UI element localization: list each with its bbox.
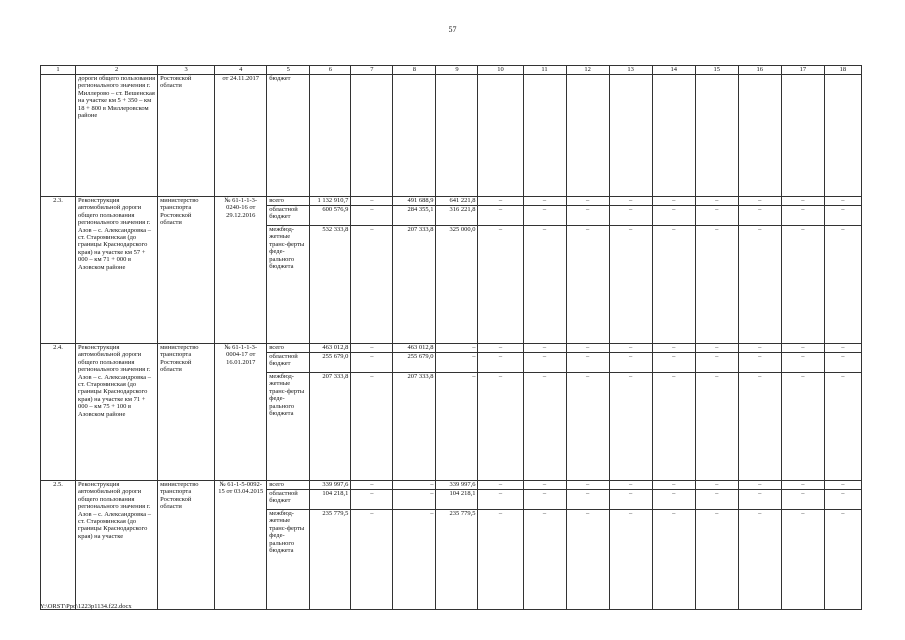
amount-cell: – bbox=[609, 197, 652, 206]
row-number-cell: 2.5. bbox=[41, 481, 76, 610]
document-cell: № 61-1-5-0092-15 от 03.04.2015 bbox=[215, 481, 267, 610]
amount-cell: – bbox=[478, 206, 523, 226]
amount-cell: – bbox=[652, 206, 695, 226]
amount-total-cell: 235 779,5 bbox=[310, 510, 351, 610]
amount-cell: – bbox=[695, 373, 738, 481]
header-row bbox=[41, 66, 862, 75]
amount-cell: – bbox=[781, 226, 824, 344]
amount-cell: – bbox=[523, 510, 566, 610]
amount-cell: 491 688,9 bbox=[393, 197, 436, 206]
amount-cell: – bbox=[566, 226, 609, 344]
amount-cell: – bbox=[781, 490, 824, 510]
amount-cell: – bbox=[566, 481, 609, 490]
amount-cell: – bbox=[523, 353, 566, 373]
amount-cell: – bbox=[652, 510, 695, 610]
amount-cell: – bbox=[781, 373, 824, 481]
amount-cell: – bbox=[478, 373, 523, 481]
amount-cell: 207 333,8 bbox=[393, 373, 436, 481]
amount-cell: – bbox=[824, 353, 861, 373]
amount-cell: – bbox=[824, 481, 861, 490]
amount-cell: – bbox=[351, 197, 393, 206]
amount-cell: – bbox=[652, 197, 695, 206]
amount-cell: – bbox=[695, 226, 738, 344]
header-cell: 4 bbox=[215, 66, 267, 75]
amount-cell: – bbox=[351, 344, 393, 353]
amount-cell: 104 218,1 bbox=[436, 490, 478, 510]
amount-cell: – bbox=[351, 481, 393, 490]
row-number-cell: 2.3. bbox=[41, 197, 76, 344]
amount-cell: – bbox=[695, 510, 738, 610]
amount-cell: 235 779,5 bbox=[436, 510, 478, 610]
amount-cell: – bbox=[824, 206, 861, 226]
amount-cell: – bbox=[738, 206, 781, 226]
amount-cell: – bbox=[738, 490, 781, 510]
amount-cell: – bbox=[652, 373, 695, 481]
header-cell: 13 bbox=[609, 66, 652, 75]
amount-cell: – bbox=[695, 344, 738, 353]
amount-cell: – bbox=[523, 197, 566, 206]
amount-cell: – bbox=[393, 481, 436, 490]
amount-cell: – bbox=[478, 481, 523, 490]
document-cell: от 24.11.2017 bbox=[215, 75, 267, 197]
header-cell: 6 bbox=[310, 66, 351, 75]
amount-cell: – bbox=[393, 510, 436, 610]
amount-cell: 463 012,8 bbox=[393, 344, 436, 353]
header-cell: 18 bbox=[824, 66, 861, 75]
header-cell: 2 bbox=[76, 66, 158, 75]
header-cell: 14 bbox=[652, 66, 695, 75]
funding-source-cell: всего bbox=[267, 481, 310, 490]
responsible-org-cell: министерство транспорта Ростовской области bbox=[158, 197, 215, 344]
amount-cell: – bbox=[824, 510, 861, 610]
row-number-cell: 2.4. bbox=[41, 344, 76, 481]
amount-total-cell: 600 576,9 bbox=[310, 206, 351, 226]
continuation-row bbox=[41, 75, 862, 197]
amount-cell: – bbox=[695, 353, 738, 373]
row-number-cell bbox=[41, 75, 76, 197]
amount-cell: – bbox=[738, 373, 781, 481]
funding-source-cell: всего bbox=[267, 344, 310, 353]
header-cell: 16 bbox=[738, 66, 781, 75]
object-name-cell: Реконструкция автомобильной дороги общего пользования регионального значения г. Азов – с. Александровка – ст. Староминская (до границы Краснодарского края) на участке км 71 + 000 – км 75 + 100 в Азовском районе bbox=[76, 344, 158, 481]
amount-cell: 284 355,1 bbox=[393, 206, 436, 226]
amount-cell: – bbox=[566, 510, 609, 610]
amount-total-cell: 104 218,1 bbox=[310, 490, 351, 510]
funding-source-cell: всего bbox=[267, 197, 310, 206]
amount-cell: – bbox=[652, 490, 695, 510]
amount-total-cell: 532 333,8 bbox=[310, 226, 351, 344]
amount-cell: – bbox=[609, 510, 652, 610]
funding-source-cell: межбюд-жетные транс-ферты феде-рального бюджета bbox=[267, 510, 310, 610]
amount-cell: – bbox=[523, 373, 566, 481]
amount-cell: – bbox=[523, 226, 566, 344]
amount-cell: – bbox=[478, 344, 523, 353]
amount-cell: – bbox=[824, 373, 861, 481]
amount-cell: – bbox=[478, 226, 523, 344]
header-cell: 11 bbox=[523, 66, 566, 75]
amount-cell: – bbox=[781, 206, 824, 226]
amount-cell: – bbox=[478, 510, 523, 610]
amount-cell: – bbox=[566, 353, 609, 373]
amount-cell: – bbox=[781, 197, 824, 206]
amount-cell: – bbox=[824, 197, 861, 206]
amount-cell: – bbox=[652, 353, 695, 373]
amount-cell: 207 333,8 bbox=[393, 226, 436, 344]
amount-cell: – bbox=[351, 510, 393, 610]
funding-source-cell: бюджет bbox=[267, 75, 310, 197]
amount-cell: – bbox=[566, 344, 609, 353]
amount-cell: – bbox=[824, 344, 861, 353]
amount-cell: – bbox=[566, 206, 609, 226]
amount-cell: 641 221,8 bbox=[436, 197, 478, 206]
header-cell: 12 bbox=[566, 66, 609, 75]
funding-source-cell: межбюд-жетные транс-ферты феде-рального бюджета bbox=[267, 226, 310, 344]
funding-source-cell: областной бюджет bbox=[267, 353, 310, 373]
amount-cell: – bbox=[478, 353, 523, 373]
table-body bbox=[41, 66, 862, 610]
amount-cell: – bbox=[738, 481, 781, 490]
amount-cell: – bbox=[478, 490, 523, 510]
amount-cell: – bbox=[436, 344, 478, 353]
amount-cell: – bbox=[523, 490, 566, 510]
amount-total-cell: 339 997,6 bbox=[310, 481, 351, 490]
amount-cell: – bbox=[351, 373, 393, 481]
amount-cell: – bbox=[351, 353, 393, 373]
header-cell: 5 bbox=[267, 66, 310, 75]
document-cell: № 61-1-1-3-0004-17 от 16.01.2017 bbox=[215, 344, 267, 481]
amount-cell: – bbox=[609, 373, 652, 481]
amount-cell: – bbox=[695, 490, 738, 510]
header-cell: 7 bbox=[351, 66, 393, 75]
amount-total-cell: 1 132 910,7 bbox=[310, 197, 351, 206]
table-row bbox=[41, 481, 862, 490]
funding-source-cell: областной бюджет bbox=[267, 206, 310, 226]
amount-cell: – bbox=[523, 481, 566, 490]
responsible-org-cell: Ростовской области bbox=[158, 75, 215, 197]
amount-cell: – bbox=[351, 206, 393, 226]
amount-cell: – bbox=[393, 490, 436, 510]
table-row bbox=[41, 344, 862, 353]
responsible-org-cell: министерство транспорта Ростовской области bbox=[158, 481, 215, 610]
amount-cell: 316 221,8 bbox=[436, 206, 478, 226]
object-name-cell: дороги общего пользования регионального значения г. Миллерово – ст. Вешенская на участке км 5 + 350 – км 18 + 800 в Миллеровском районе bbox=[76, 75, 158, 197]
amount-cell: – bbox=[523, 344, 566, 353]
amount-cell: – bbox=[609, 206, 652, 226]
amount-total-cell: 207 333,8 bbox=[310, 373, 351, 481]
footer-file-path: Y:\ORST\Ppo\1223p1134.f22.docx bbox=[40, 603, 132, 610]
document-cell: № 61-1-1-3-0240-16 от 29.12.2016 bbox=[215, 197, 267, 344]
object-name-cell: Реконструкция автомобильной дороги общего пользования регионального значения г. Азов – с. Александровка – ст. Староминская (до границы Краснодарского края) на участке км 57 + 000 – км 71 + 000 в Азовском районе bbox=[76, 197, 158, 344]
amount-cell: 325 000,0 bbox=[436, 226, 478, 344]
amount-cell: – bbox=[566, 373, 609, 481]
funding-source-cell: областной бюджет bbox=[267, 490, 310, 510]
amount-cell: – bbox=[824, 226, 861, 344]
amount-cell: – bbox=[652, 344, 695, 353]
page-number: 57 bbox=[448, 25, 457, 34]
header-cell: 3 bbox=[158, 66, 215, 75]
responsible-org-cell: министерство транспорта Ростовской области bbox=[158, 344, 215, 481]
header-cell: 15 bbox=[695, 66, 738, 75]
amount-cell: – bbox=[436, 353, 478, 373]
amount-cell: – bbox=[609, 481, 652, 490]
amount-cell: – bbox=[609, 490, 652, 510]
amount-cell: – bbox=[781, 481, 824, 490]
amount-cell: – bbox=[781, 353, 824, 373]
header-cell: 8 bbox=[393, 66, 436, 75]
amount-cell: – bbox=[566, 197, 609, 206]
funding-source-cell: межбюд-жетные транс-ферты феде-рального бюджета bbox=[267, 373, 310, 481]
program-table bbox=[40, 65, 862, 610]
amount-cell: – bbox=[695, 206, 738, 226]
header-cell: 10 bbox=[478, 66, 523, 75]
amount-cell: – bbox=[738, 197, 781, 206]
amount-cell: – bbox=[609, 353, 652, 373]
amount-cell: – bbox=[652, 481, 695, 490]
amount-cell: 339 997,6 bbox=[436, 481, 478, 490]
amount-cell: – bbox=[609, 226, 652, 344]
amount-cell: – bbox=[436, 373, 478, 481]
table-row bbox=[41, 197, 862, 206]
amount-total-cell: 463 012,8 bbox=[310, 344, 351, 353]
amount-cell: – bbox=[738, 353, 781, 373]
header-cell: 1 bbox=[41, 66, 76, 75]
amount-cell: – bbox=[478, 197, 523, 206]
header-cell: 9 bbox=[436, 66, 478, 75]
amount-cell: – bbox=[781, 344, 824, 353]
header-cell: 17 bbox=[781, 66, 824, 75]
amount-cell: – bbox=[351, 490, 393, 510]
amount-cell: 255 679,0 bbox=[393, 353, 436, 373]
amount-cell: – bbox=[523, 206, 566, 226]
amount-cell: – bbox=[351, 226, 393, 344]
object-name-cell: Реконструкция автомобильной дороги общего пользования регионального значения г. Азов – с. Александровка – ст. Староминская (до границы Краснодарского края) на участке bbox=[76, 481, 158, 610]
amount-cell: – bbox=[738, 344, 781, 353]
amount-total-cell: 255 679,0 bbox=[310, 353, 351, 373]
amount-cell: – bbox=[738, 510, 781, 610]
amount-cell: – bbox=[609, 344, 652, 353]
amount-cell: – bbox=[566, 490, 609, 510]
amount-cell: – bbox=[695, 481, 738, 490]
amount-cell: – bbox=[738, 226, 781, 344]
amount-cell: – bbox=[824, 490, 861, 510]
amount-cell: – bbox=[781, 510, 824, 610]
amount-cell: – bbox=[695, 197, 738, 206]
amount-cell: – bbox=[652, 226, 695, 344]
